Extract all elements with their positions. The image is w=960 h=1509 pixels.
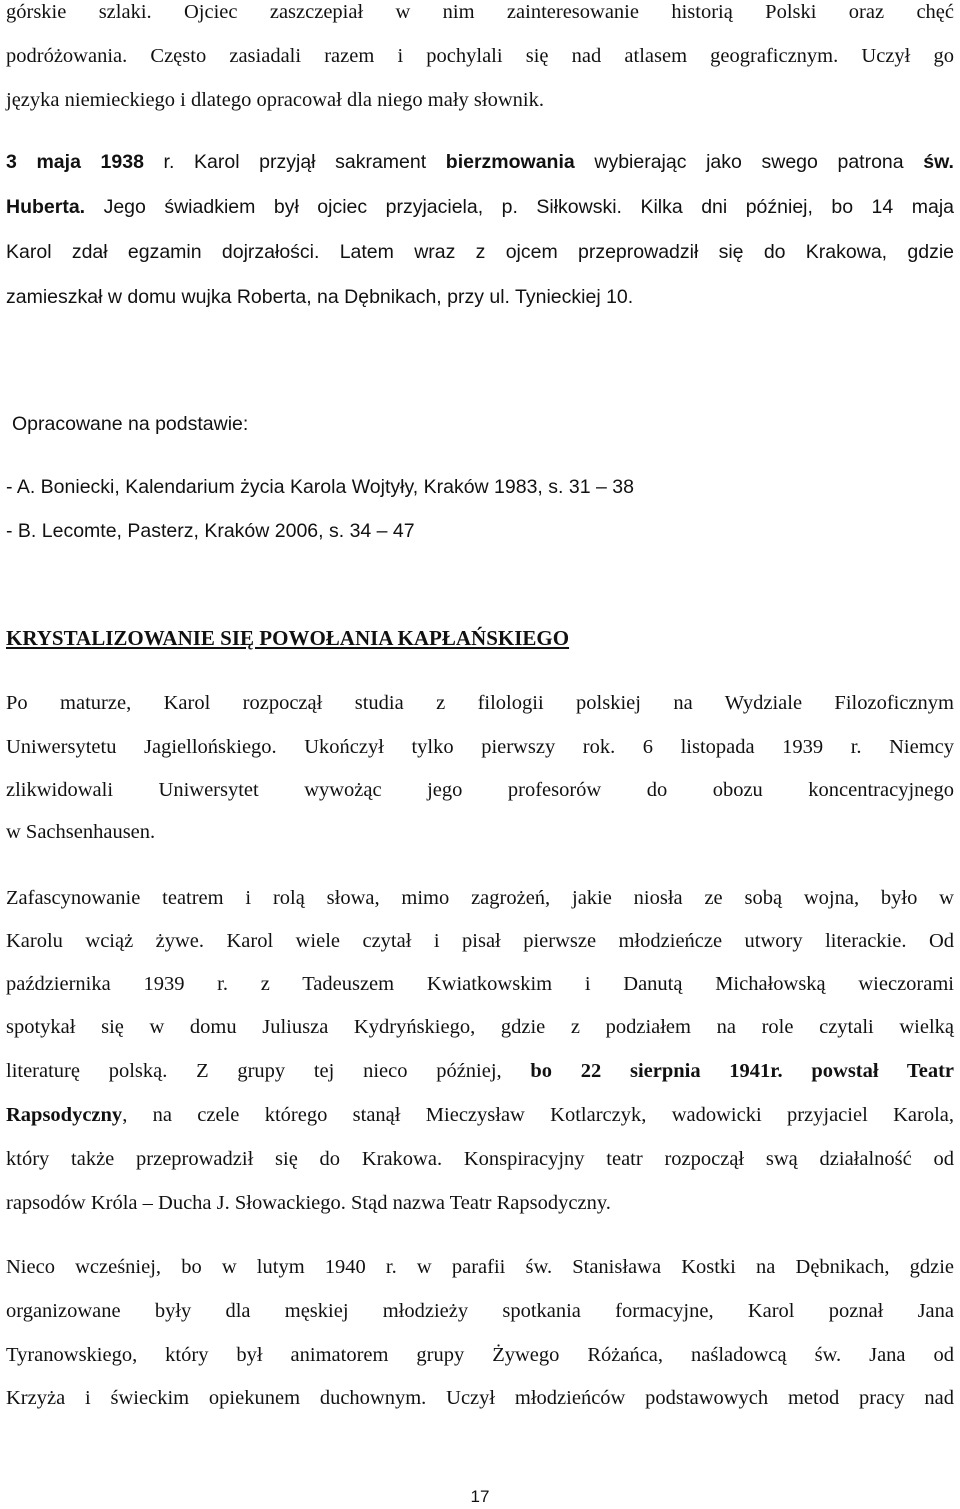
paragraph-3-line-1: Po maturze, Karol rozpoczął studia z filologii polskiej na Wydziale Filozoficznym	[6, 692, 954, 714]
paragraph-3-line-2: Uniwersytetu Jagiellońskiego. Ukończył tylko pierwszy rok. 6 listopada 1939 r. Niemcy	[6, 736, 954, 758]
date-bold: 3 maja 1938	[6, 151, 144, 173]
paragraph-2-line-1	[6, 150, 954, 174]
bold-term: Rapsodyczny	[6, 1104, 123, 1126]
paragraph-4-line-1: Zafascynowanie teatrem i rolą słowa, mimo zagrożeń, jakie niosła ze sobą wojna, było w	[6, 887, 954, 909]
bold-term: św.	[923, 151, 954, 173]
text-span: r. Karol przyjął sakrament	[143, 151, 446, 173]
paragraph-3-line-3: zlikwidowali Uniwersytet wywożąc jego profesorów do obozu koncentracyjnego	[6, 779, 954, 801]
source-item: - A. Boniecki, Kalendarium życia Karola Wojtyły, Kraków 1983, s. 31 – 38	[6, 476, 634, 498]
paragraph-1-line-3: języka niemieckiego i dlatego opracował dla niego mały słownik.	[6, 89, 544, 111]
paragraph-4-line-3: października 1939 r. z Tadeuszem Kwiatkowskim i Danutą Michałowską wieczorami	[6, 973, 954, 995]
sources-heading: Opracowane na podstawie:	[12, 413, 249, 435]
paragraph-4-line-6	[6, 1103, 954, 1127]
paragraph-1-line-2: podróżowania. Często zasiadali razem i pochylali się nad atlasem geograficznym. Uczył go	[6, 45, 954, 67]
paragraph-2-line-3: Karol zdał egzamin dojrzałości. Latem wraz z ojcem przeprowadził się do Krakowa, gdzie	[6, 241, 954, 263]
paragraph-4-line-7: który także przeprowadził się do Krakowa. Konspiracyjny teatr rozpoczął swą działalność od	[6, 1148, 954, 1170]
text-span: Jego świadkiem był ojciec przyjaciela, p. Siłkowski.	[85, 196, 622, 218]
text-span: , na czele którego stanął Mieczysław Kotlarczyk, wadowicki przyjaciel Karola,	[122, 1104, 954, 1126]
bold-term: Huberta.	[6, 196, 86, 218]
source-item: - B. Lecomte, Pasterz, Kraków 2006, s. 34 – 47	[6, 520, 415, 542]
paragraph-4-line-2: Karolu wciąż żywe. Karol wiele czytał i pisał pierwsze młodzieńcze utwory literackie. Od	[6, 930, 954, 952]
paragraph-5-line-4: Krzyża i świeckim opiekunem duchownym. Uczył młodzieńców podstawowych metod pracy nad	[6, 1387, 954, 1409]
bold-term: bierzmowania	[445, 151, 575, 173]
paragraph-4-line-8: rapsodów Króla – Ducha J. Słowackiego. Stąd nazwa Teatr Rapsodyczny.	[6, 1192, 611, 1214]
paragraph-5-line-3: Tyranowskiego, który był animatorem grupy Żywego Różańca, naśladowcą św. Jana od	[6, 1344, 954, 1366]
paragraph-5-line-2: organizowane były dla męskiej młodzieży spotkania formacyjne, Karol poznał Jana	[6, 1300, 954, 1322]
section-title: KRYSTALIZOWANIE SIĘ POWOŁANIA KAPŁAŃSKIEGO	[6, 626, 570, 650]
paragraph-1-line-1: górskie szlaki. Ojciec zaszczepiał w nim zainteresowanie historią Polski oraz chęć	[6, 1, 954, 23]
paragraph-2-line-4: zamieszkał w domu wujka Roberta, na Dębnikach, przy ul. Tynieckiej 10.	[6, 286, 634, 308]
bold-term: bo 22 sierpnia 1941r. powstał Teatr	[530, 1060, 954, 1082]
text-span: wybierając jako swego patrona	[574, 151, 924, 173]
paragraph-2-line-2	[6, 195, 954, 219]
paragraph-5-line-1: Nieco wcześniej, bo w lutym 1940 r. w parafii św. Stanisława Kostki na Dębnikach, gdzie	[6, 1256, 954, 1278]
paragraph-4-line-5	[6, 1059, 954, 1083]
paragraph-3-line-4: w Sachsenhausen.	[6, 821, 156, 843]
text-span: Kilka dni później, bo 14 maja	[621, 196, 954, 218]
text-span: literaturę polską. Z grupy tej nieco później,	[6, 1060, 531, 1082]
page-number: 17	[470, 1487, 490, 1506]
paragraph-4-line-4: spotykał się w domu Juliusza Kydryńskiego, gdzie z podziałem na role czytali wielką	[6, 1016, 954, 1038]
